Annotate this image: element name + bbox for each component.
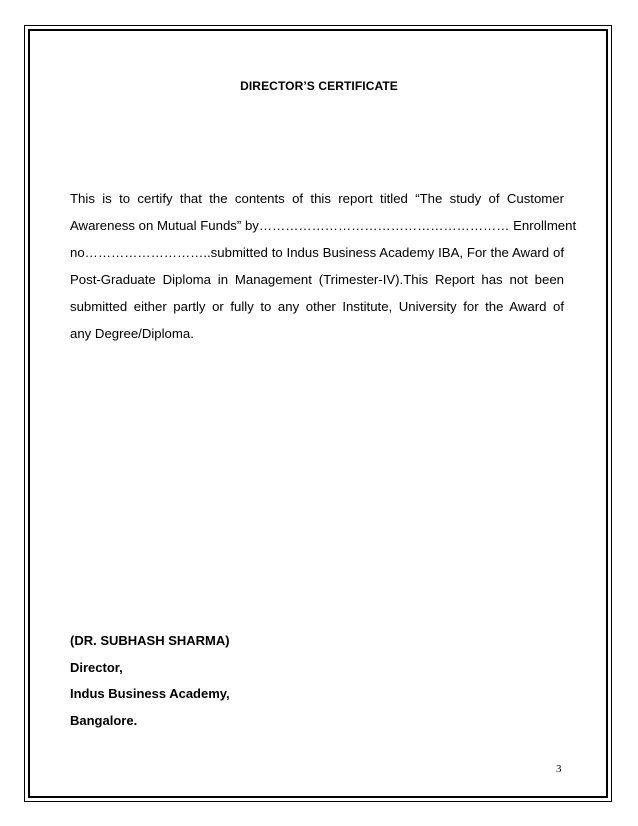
certificate-title: DIRECTOR’S CERTIFICATE: [240, 79, 398, 93]
signatory-name: (DR. SUBHASH SHARMA): [70, 633, 230, 648]
signatory-designation: Director,: [70, 659, 123, 675]
page-number: 3: [556, 763, 562, 775]
signatory-organization: Indus Business Academy,: [70, 686, 230, 701]
body-line: any Degree/Diploma.: [70, 326, 194, 341]
body-line: This is to certify that the contents of this report titled “The study of Customer: [70, 191, 564, 206]
body-line: Post-Graduate Diploma in Management (Trimester-IV).This Report has not been: [70, 272, 564, 287]
body-line: Awareness on Mutual Funds” by………………………………………………… Enrollment: [70, 218, 577, 233]
signature-block: [70, 628, 230, 734]
body-line: submitted either partly or fully to any other Institute, University for the Award of: [70, 299, 564, 314]
signatory-city: Bangalore.: [70, 712, 138, 728]
certificate-body: [70, 185, 577, 347]
body-line: no………………………..submitted to Indus Business Academy IBA, For the Award of: [70, 245, 564, 260]
